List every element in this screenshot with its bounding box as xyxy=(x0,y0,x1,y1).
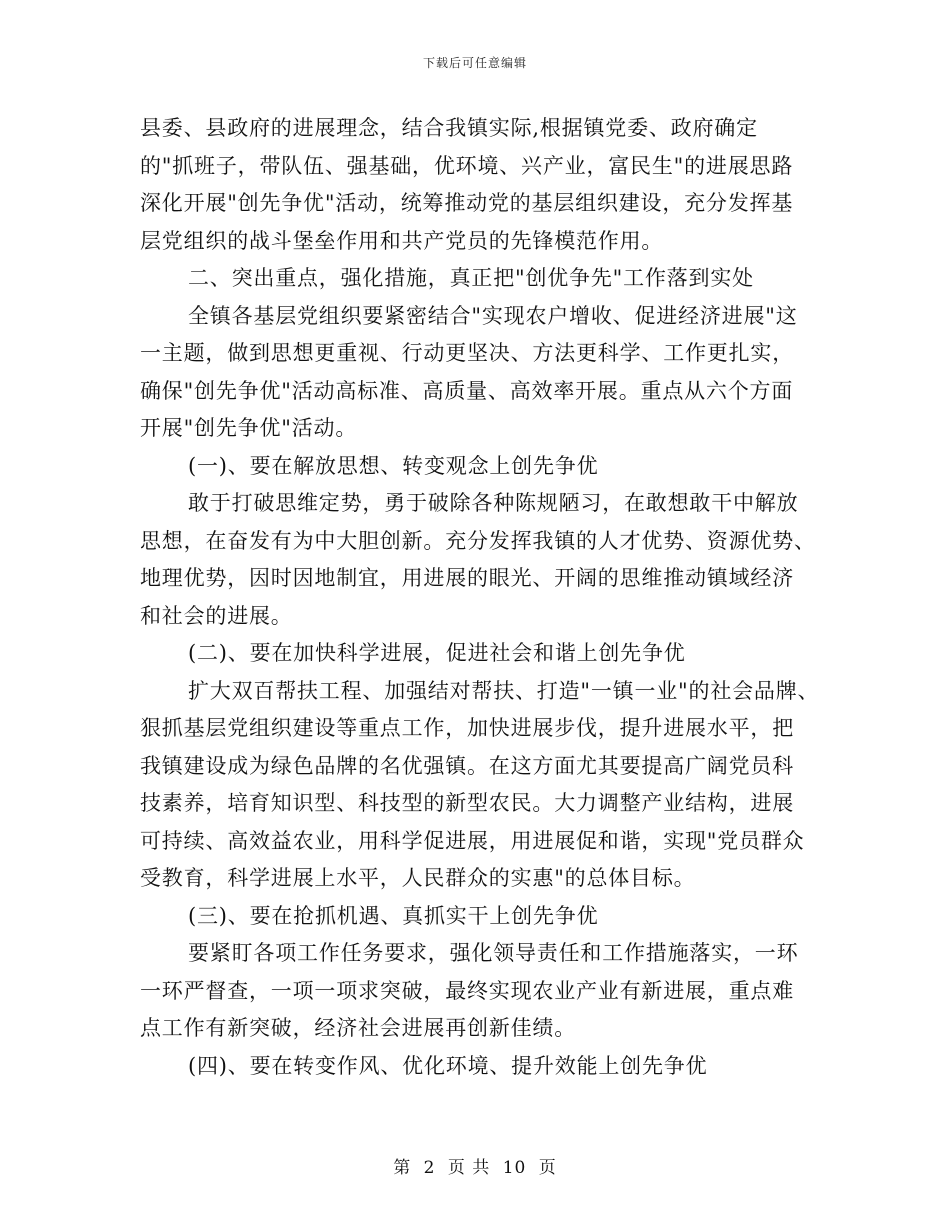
page-header: 下载后可任意编辑 xyxy=(422,56,527,70)
text-line: 一环严督查，一项一项求突破，最终实现农业产业有新进展，重点难 xyxy=(140,978,794,1003)
text-line: 要紧盯各项工作任务要求，强化领导责任和工作措施落实，一环 xyxy=(188,941,799,965)
text-line: 思想，在奋发有为中大胆创新。充分发挥我镇的人才优势、资源优势、 xyxy=(140,528,816,553)
text-line: 和社会的进展。 xyxy=(140,603,293,628)
footer-total-pages: 10 xyxy=(502,1158,527,1178)
text-line: 确保"创先争优"活动高标准、高质量、高效率开展。重点从六个方面 xyxy=(140,378,794,403)
text-line: 扩大双百帮扶工程、加强结对帮扶、打造"一镇一业"的社会品牌、 xyxy=(188,678,820,703)
text-line: 深化开展"创先争优"活动，统筹推动党的基层组织建设，充分发挥基 xyxy=(140,191,794,215)
text-line: 点工作有新突破，经济社会进展再创新佳绩。 xyxy=(140,1016,576,1040)
text-line: 的"抓班子，带队伍、强基础，优环境、兴产业，富民生"的进展思路 xyxy=(140,153,794,178)
text-line: (三)、要在抢抓机遇、真抓实干上创先争优 xyxy=(188,903,599,928)
text-line: 地理优势，因时因地制宜，用进展的眼光、开阔的思维推动镇域经济 xyxy=(140,566,794,590)
text-line: 一主题，做到思想更重视、行动更坚决、方法更科学、工作更扎实， xyxy=(140,341,794,365)
page-footer xyxy=(0,1153,950,1178)
text-line: 可持续、高效益农业，用科学促进展，用进展促和谐，实现"党员群众 xyxy=(140,828,805,853)
text-line: 受教育，科学进展上水平，人民群众的实惠"的总体目标。 xyxy=(140,866,696,890)
text-line: 全镇各基层党组织要紧密结合"实现农户增收、促进经济进展"这 xyxy=(188,303,798,328)
text-line: 二、突出重点，强化措施，真正把"创优争先"工作落到实处 xyxy=(188,266,754,290)
footer-page-number: 2 xyxy=(423,1158,436,1178)
text-line: 敢于打破思维定势，勇于破除各种陈规陋习，在敢想敢干中解放 xyxy=(188,491,799,515)
text-line: 层党组织的战斗堡垒作用和共产党员的先锋模范作用。 xyxy=(140,228,664,253)
text-line: 我镇建设成为绿色品牌的名优强镇。在这方面尤其要提高广阔党员科 xyxy=(140,753,794,778)
text-line: (四)、要在转变作风、优化环境、提升效能上创先争优 xyxy=(188,1053,708,1078)
text-line: (一)、要在解放思想、转变观念上创先争优 xyxy=(188,453,599,478)
document-body xyxy=(140,110,830,1085)
text-line: 狠抓基层党组织建设等重点工作，加快进展步伐，提升进展水平，把 xyxy=(140,716,794,740)
text-line: 开展"创先争优"活动。 xyxy=(140,416,358,440)
footer-prefix: 第 xyxy=(393,1158,412,1178)
footer-middle: 页 共 xyxy=(447,1158,491,1178)
text-line: (二)、要在加快科学进展，促进社会和谐上创先争优 xyxy=(188,641,686,665)
text-line: 技素养，培育知识型、科技型的新型农民。大力调整产业结构，进展 xyxy=(140,791,794,815)
footer-suffix: 页 xyxy=(538,1158,557,1178)
text-line: 县委、县政府的进展理念，结合我镇实际,根据镇党委、政府确定 xyxy=(140,116,758,140)
